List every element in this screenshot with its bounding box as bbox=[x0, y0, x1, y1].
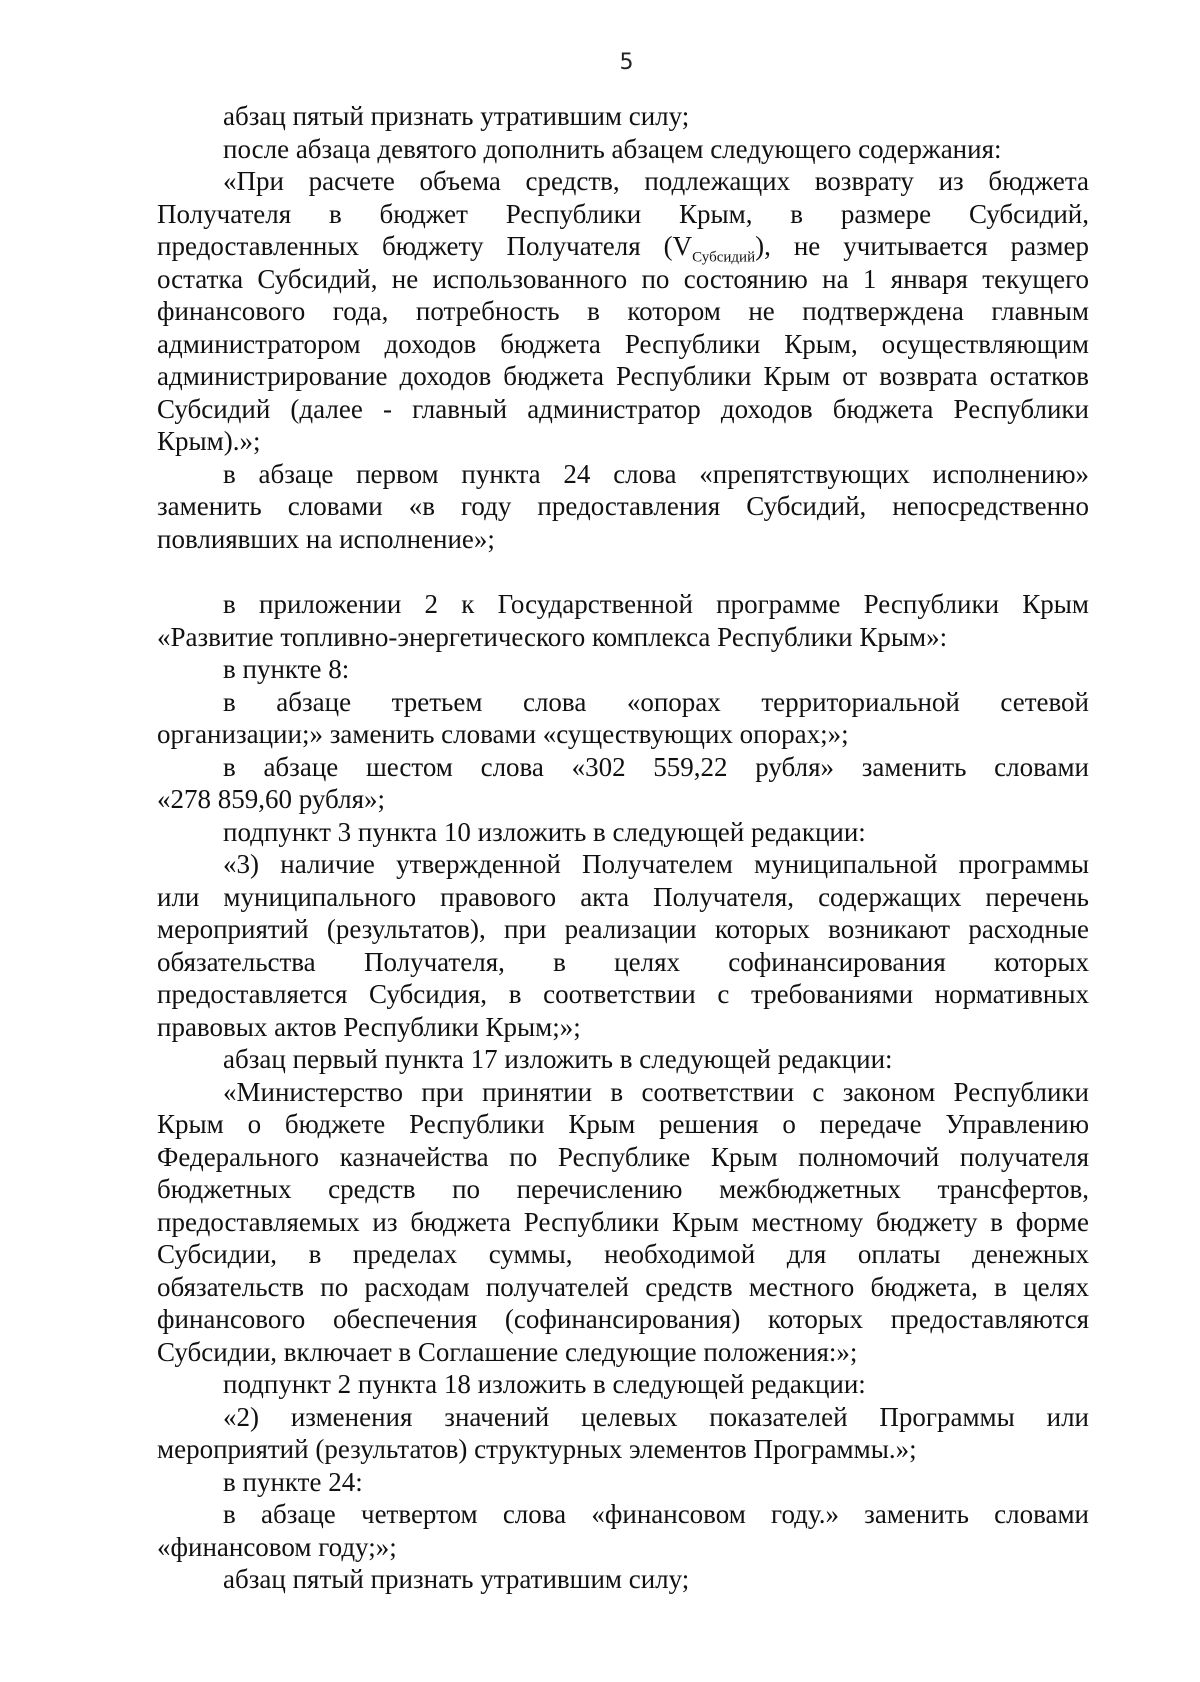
text-line: «При расчете объема средств, подлежащих возврату из бюджета bbox=[223, 166, 1089, 196]
text-line: «278 859,60 рубля»; bbox=[157, 784, 385, 814]
text-line: в пункте 24: bbox=[223, 1466, 363, 1497]
text-line: мероприятий (результатов) структурных элементов Программы.»; bbox=[157, 1434, 917, 1464]
text-line: финансового года, потребность в котором не подтверждена главным bbox=[157, 296, 1089, 326]
text-line: подпункт 2 пункта 18 изложить в следующей редакции: bbox=[223, 1369, 866, 1399]
text-line: в абзаце четвертом слова «финансовом году.» заменить словами bbox=[223, 1499, 1089, 1529]
paragraph-gap bbox=[157, 555, 1089, 588]
text-line: Крым).»; bbox=[157, 426, 261, 456]
text-line: бюджетных средств по перечислению межбюджетных трансфертов, bbox=[157, 1174, 1089, 1204]
text-line: администрирование доходов бюджета Республики Крым от возврата остатков bbox=[157, 361, 1089, 391]
text-line: предоставляется Субсидия, в соответствии с требованиями нормативных bbox=[157, 979, 1089, 1009]
text-line: Крым о бюджете Республики Крым решения о передаче Управлению bbox=[157, 1109, 1089, 1139]
text-line: Субсидии, включает в Соглашение следующие положения:»; bbox=[157, 1336, 858, 1367]
subscript: Субсидий bbox=[692, 249, 756, 266]
text-line: «финансовом году;»; bbox=[157, 1531, 397, 1562]
text-line: остатка Субсидий, не использованного по состоянию на 1 января текущего bbox=[157, 263, 1089, 294]
text-line: в пункте 8: bbox=[223, 654, 350, 684]
text-line: в абзаце шестом слова «302 559,22 рубля» заменить словами bbox=[223, 751, 1089, 782]
text-line: абзац первый пункта 17 изложить в следующей редакции: bbox=[223, 1044, 893, 1074]
page-number: 5 bbox=[619, 50, 634, 75]
text-line: абзац пятый признать утратившим силу; bbox=[223, 1564, 690, 1594]
text-line: обязательства Получателя, в целях софинансирования которых bbox=[157, 946, 1089, 977]
text-line: в абзаце третьем слова «опорах территориальной сетевой bbox=[223, 686, 1089, 717]
document-body bbox=[157, 100, 1089, 1596]
text-line: в приложении 2 к Государственной программе Республики Крым bbox=[223, 589, 1089, 619]
text-line: абзац пятый признать утратившим силу; bbox=[223, 101, 690, 131]
text-line: администратором доходов бюджета Республики Крым, осуществляющим bbox=[157, 328, 1089, 359]
text-line: Субсидии, в пределах суммы, необходимой для оплаты денежных bbox=[157, 1239, 1089, 1269]
text-line: Субсидий (далее - главный администратор доходов бюджета Республики bbox=[157, 393, 1089, 424]
text-line: мероприятий (результатов), при реализации которых возникают расходные bbox=[157, 914, 1089, 944]
text-line: «3) наличие утвержденной Получателем муниципальной программы bbox=[223, 849, 1089, 879]
text-line: организации;» заменить словами «существующих опорах;»; bbox=[157, 719, 849, 749]
text-line: Получателя в бюджет Республики Крым, в размере Субсидий, bbox=[157, 198, 1089, 229]
text-line: Федерального казначейства по Республике Крым полномочий получателя bbox=[157, 1141, 1089, 1172]
text-line bbox=[157, 230, 1089, 266]
text-line: повлиявших на исполнение»; bbox=[157, 523, 495, 554]
text-fragment: предоставленных бюджету Получателя (V bbox=[157, 231, 693, 261]
text-line: правовых актов Республики Крым;»; bbox=[157, 1011, 581, 1042]
text-fragment: ), не учитывается размер bbox=[755, 231, 1089, 261]
text-line: после абзаца девятого дополнить абзацем следующего содержания: bbox=[223, 133, 1002, 164]
text-line: «Министерство при принятии в соответствии с законом Республики bbox=[223, 1076, 1089, 1107]
text-line: подпункт 3 пункта 10 изложить в следующей редакции: bbox=[223, 816, 866, 847]
text-line: в абзаце первом пункта 24 слова «препятствующих исполнению» bbox=[223, 458, 1089, 489]
text-line: финансового обеспечения (софинансирования) которых предоставляются bbox=[157, 1304, 1089, 1334]
text-line: заменить словами «в году предоставления Субсидий, непосредственно bbox=[157, 491, 1089, 521]
text-line: «2) изменения значений целевых показателей Программы или bbox=[223, 1401, 1089, 1432]
text-line: обязательств по расходам получателей средств местного бюджета, в целях bbox=[157, 1271, 1089, 1302]
text-line: «Развитие топливно-энергетического комплекса Республики Крым»: bbox=[157, 621, 948, 652]
text-line: предоставляемых из бюджета Республики Крым местному бюджету в форме bbox=[157, 1206, 1089, 1237]
text-line: или муниципального правового акта Получателя, содержащих перечень bbox=[157, 881, 1089, 912]
